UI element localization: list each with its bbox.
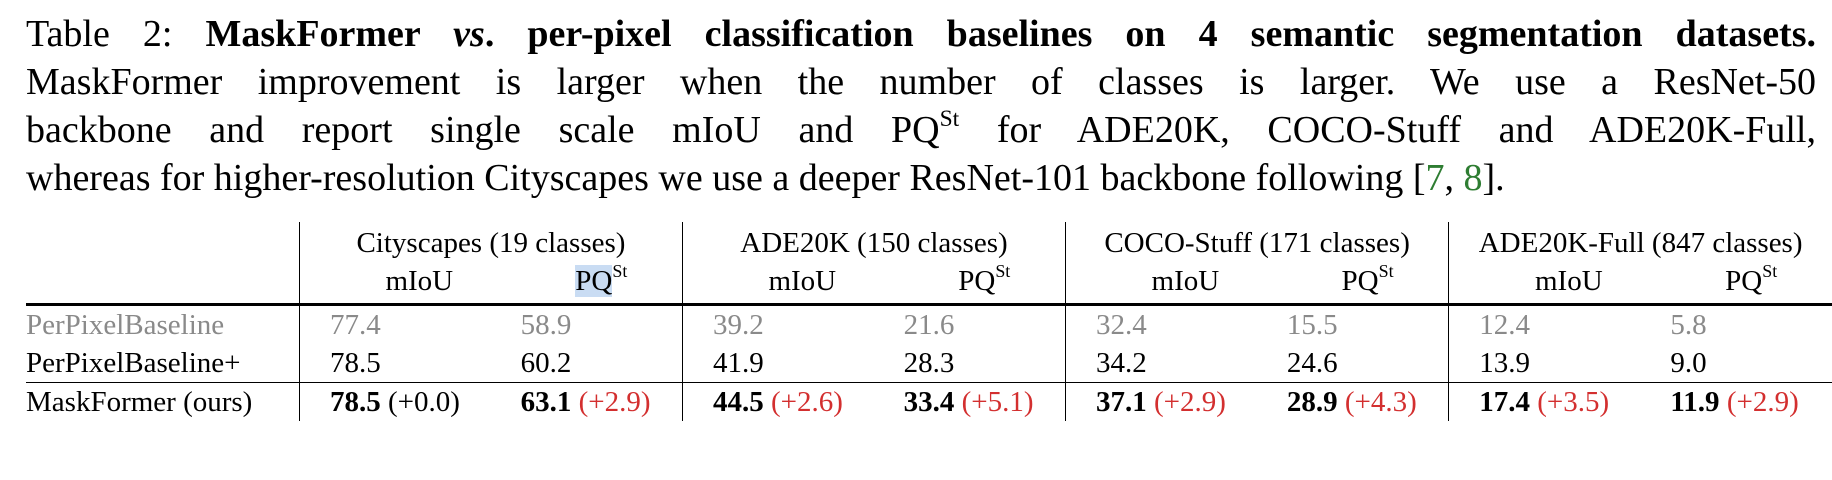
caption-line-3 (26, 106, 1816, 154)
cell-delta: (+4.3) (1344, 386, 1417, 418)
cell-delta: (+5.1) (961, 386, 1034, 418)
cell-value: 28.3 (903, 347, 955, 379)
cell-value: 33.4 (903, 386, 955, 418)
cell-value: 63.1 (520, 386, 572, 418)
metric-miou-ade20k: mIoU (682, 262, 903, 303)
metric-pq-ade20k-full (1670, 262, 1832, 303)
row-method: MaskFormer (ours) (26, 383, 299, 422)
cell-value: 77.4 (299, 305, 520, 345)
cell-value: 78.5 (329, 386, 381, 418)
metric-pq-ade20k (904, 262, 1066, 303)
table-row-perpixelbaseline-plus (26, 344, 1832, 382)
cell-value: 13.9 (1449, 344, 1671, 382)
cell-value: 60.2 (520, 347, 572, 379)
selected-text-highlight (575, 265, 612, 297)
metric-pq-sup: St (1762, 261, 1778, 282)
cell-value: 17.4 (1479, 386, 1530, 418)
cell-delta: (+2.9) (1153, 386, 1226, 418)
row-method: PerPixelBaseline+ (26, 347, 241, 379)
caption-line-1 (26, 10, 1816, 58)
cell-value: 41.9 (682, 344, 903, 382)
cell-value: 58.9 (520, 309, 572, 341)
metric-pq-sup: St (612, 261, 628, 282)
metric-pq-label: PQ (575, 265, 613, 297)
cell-value-with-delta (904, 383, 1066, 422)
metric-pq-coco-stuff (1287, 262, 1449, 303)
metric-pq-sup: St (995, 261, 1011, 282)
header-blank (26, 222, 299, 262)
caption-line-2: MaskFormer improvement is larger when the number of classes is larger. We use a ResNet-50 (26, 61, 1816, 103)
cell-value: 24.6 (1286, 347, 1338, 379)
cell-value: 9.0 (1670, 347, 1707, 379)
cell-value: 44.5 (712, 386, 764, 418)
dataset-header-cityscapes: Cityscapes (19 classes) (299, 222, 682, 262)
cell-value-with-delta (299, 383, 520, 422)
cell-value: 32.4 (1065, 305, 1286, 345)
cell-value-with-delta (682, 383, 903, 422)
results-table (26, 222, 1832, 421)
dataset-header-row (26, 222, 1832, 262)
table-caption (26, 10, 1816, 202)
cell-value: 78.5 (299, 344, 520, 382)
cell-value: 15.5 (1286, 309, 1338, 341)
cell-value: 5.8 (1670, 309, 1707, 341)
cell-value-with-delta (521, 383, 683, 422)
caption-line-4-b: ]. (1482, 157, 1505, 199)
caption-line-3-a: backbone and report single scale mIoU and PQ (26, 109, 940, 151)
metric-header-blank (26, 262, 299, 303)
table-row-perpixelbaseline (26, 305, 1832, 345)
cell-value-with-delta (1670, 383, 1832, 422)
citation-link-7[interactable]: 7 (1425, 157, 1445, 199)
metric-header-row (26, 262, 1832, 303)
caption-line-3-sup: St (939, 105, 960, 132)
row-method: PerPixelBaseline (26, 309, 225, 341)
cell-value-with-delta (1449, 383, 1671, 422)
cell-delta: (+0.0) (387, 386, 460, 418)
caption-line-3-b: for ADE20K, COCO-Stuff and ADE20K-Full, (959, 109, 1816, 151)
cell-value: 37.1 (1095, 386, 1147, 418)
metric-pq-cityscapes (521, 262, 683, 303)
caption-title-b: . per-pixel classification baselines on 4 semantic segmentation datasets. (484, 13, 1817, 55)
cell-value: 12.4 (1449, 305, 1671, 345)
cell-value-with-delta (1287, 383, 1449, 422)
metric-miou-ade20k-full: mIoU (1449, 262, 1671, 303)
caption-title-vs: vs (453, 13, 485, 55)
cell-delta: (+2.9) (578, 386, 651, 418)
dataset-header-ade20k-full: ADE20K-Full (847 classes) (1449, 222, 1832, 262)
cell-delta: (+3.5) (1537, 386, 1610, 418)
dataset-header-ade20k: ADE20K (150 classes) (682, 222, 1065, 262)
cell-delta: (+2.6) (770, 386, 843, 418)
caption-title-a: MaskFormer (205, 13, 454, 55)
citation-separator: , (1444, 157, 1464, 199)
metric-pq-label: PQ (958, 265, 996, 297)
caption-line-4-a: whereas for higher-resolution Cityscapes we use a deeper ResNet-101 backbone following [ (26, 157, 1426, 199)
cell-value: 39.2 (682, 305, 903, 345)
caption-label: Table 2: (26, 13, 173, 55)
metric-pq-label: PQ (1341, 265, 1379, 297)
cell-value: 34.2 (1065, 344, 1286, 382)
cell-value-with-delta (1065, 383, 1286, 422)
dataset-header-coco-stuff: COCO-Stuff (171 classes) (1065, 222, 1448, 262)
caption-line-4 (26, 154, 1816, 202)
table-row-maskformer (26, 383, 1832, 422)
cell-delta: (+2.9) (1726, 386, 1799, 418)
citation-link-8[interactable]: 8 (1463, 157, 1483, 199)
cell-value: 28.9 (1286, 386, 1338, 418)
cell-value: 21.6 (903, 309, 955, 341)
caption-bold-title (206, 13, 1816, 55)
cell-value: 11.9 (1670, 386, 1720, 418)
metric-pq-sup: St (1378, 261, 1394, 282)
metric-miou-coco-stuff: mIoU (1065, 262, 1286, 303)
metric-pq-label: PQ (1725, 265, 1763, 297)
metric-miou-cityscapes: mIoU (299, 262, 520, 303)
